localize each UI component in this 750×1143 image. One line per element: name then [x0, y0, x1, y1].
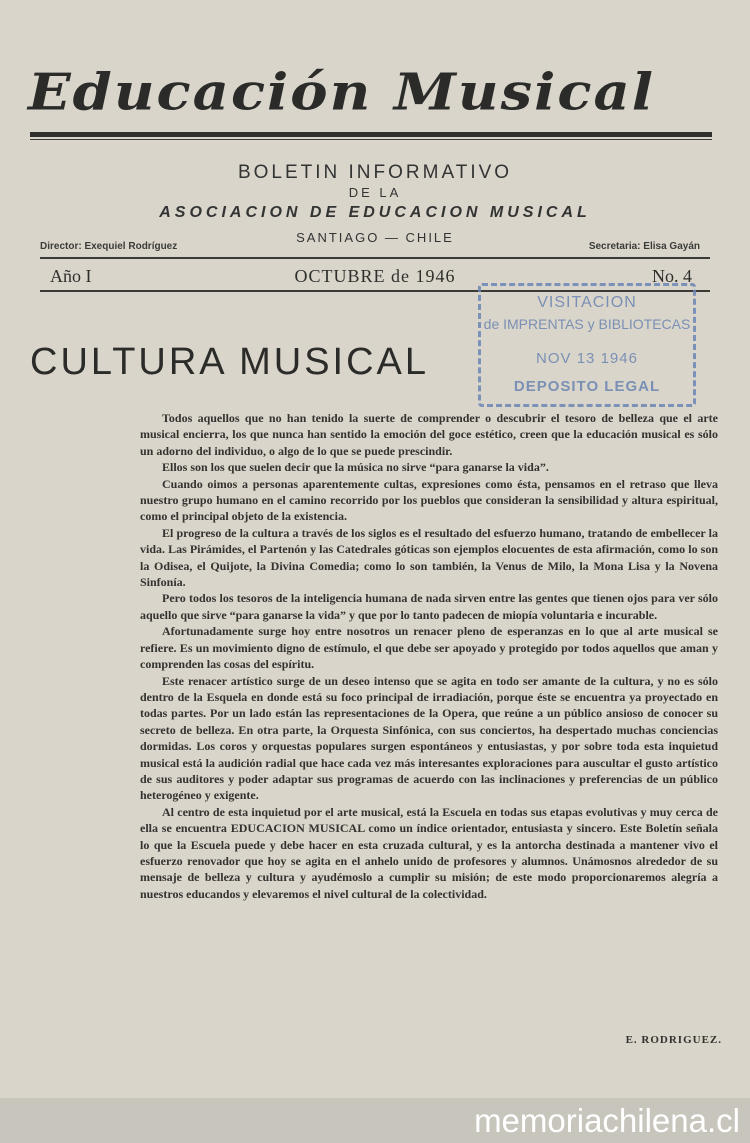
header-line-3: ASOCIACION DE EDUCACION MUSICAL [159, 204, 591, 221]
masthead-title: Educación Musical [28, 62, 656, 123]
issue-year: Año I [50, 266, 92, 286]
director-credit: Director: Exequiel Rodríguez [40, 241, 178, 252]
header-line-4: SANTIAGO — CHILE [296, 230, 454, 245]
issue-date: OCTUBRE de 1946 [294, 266, 456, 286]
divider-top [40, 257, 710, 259]
article-paragraph: Este renacer artístico surge de un deseo intenso que se agita en todo ser amante de la cultura, y no es sólo dentro de la Esquela en donde está su foco principal de irradiación, porque éste se encuentra ya proyectado en todas partes. Por un lado están las representaciones de la Opera, que reúne a un público ansioso de conocer su secreto de belleza. En otra parte, la Orquesta Sinfónica, con sus conciertos, ha despertado muchas conciencias dormidas. Los coros y orquestas populares surgen espontáneos y entusiastas, y por sobre toda esta inquietud musical está la audición radial que hace cada vez más interesantes exploraciones para auscultar el gusto artístico de sus auditores y poder adaptar sus programas de acuerdo con las inclinaciones y preferencias de un público heterogéneo y exigente. [140, 673, 718, 803]
article-signature: E. RODRIGUEZ. [625, 1034, 722, 1046]
library-stamp [478, 283, 696, 407]
article-paragraph: Ellos son los que suelen decir que la música no sirve “para ganarse la vida”. [162, 460, 549, 475]
masthead-rule-thin [30, 139, 712, 140]
header-line-2: DE LA [348, 185, 402, 200]
article-paragraph: Pero todos los tesoros de la inteligencia humana de nada sirven entre las gentes que tienen ojos para ver sólo aquello que sirve “para ganarse la vida” y que por lo tanto padecen de miopía voluntaria e incurable. [140, 591, 718, 622]
stamp-date: NOV 13 1946 [536, 350, 638, 367]
site-watermark: memoriachilena.cl [474, 1102, 740, 1139]
stamp-line-1: VISITACION [537, 294, 637, 311]
article-paragraph: Todos aquellos que no han tenido la suerte de comprender o descubrir el tesoro de belleza que el arte musical encierra, los que nunca han sentido la emoción del goce estético, creen que la educación musical es sólo un adorno del individuo, o algo de lo que se puede prescindir. [140, 411, 718, 458]
article-body [140, 410, 718, 902]
article-paragraph: Al centro de esta inquietud por el arte musical, está la Escuela en todas sus etapas evolutivas y muy cerca de ella se encuentra EDUCACION MUSICAL como un índice orientador, entusiasta y sincero. Este Boletín señala lo que la Escuela puede y debe hacer en esta cruzada cultural, y es la antorcha destinada a mantener vivo el esfuerzo renovador que hoy se agita en el anhelo unido de profesores y alumnos. Unámosnos alrededor de su mensaje de belleza y cultura y ayudémoslo a cumplir su misión; de este modo proporcionaremos alegría a nuestros educandos y elevaremos el nivel cultural de la colectividad. [140, 804, 718, 901]
article-paragraph: El progreso de la cultura a través de los siglos es el resultado del esfuerzo humano, tratando de embellecer la vida. Las Pirámides, el Partenón y las Catedrales góticas son ejemplos elocuentes de esta afirmación, como lo son la Odisea, el Quijote, la Divina Comedia; como lo son también, la Venus de Milo, la Mona Lisa y la Novena Sinfonía. [140, 525, 718, 590]
header-line-1: BOLETIN INFORMATIVO [237, 162, 513, 183]
secretaria-credit: Secretaria: Elisa Gayán [588, 241, 700, 252]
article-paragraph: Cuando oimos a personas aparentemente cultas, expresiones como ésta, pensamos en el retraso que lleva nuestro grupo humano en el camino recorrido por los pueblos que consideran la sensibilidad y altura espiritual, como el principal objeto de la existencia. [140, 476, 718, 524]
issue-number: No. 4 [652, 266, 692, 286]
stamp-line-2: de IMPRENTAS y BIBLIOTECAS [483, 316, 691, 332]
masthead-rule [30, 132, 712, 137]
article-headline: CULTURA MUSICAL [30, 341, 430, 383]
stamp-line-3: DEPOSITO LEGAL [513, 378, 661, 395]
article-paragraph: Afortunadamente surge hoy entre nosotros un renacer pleno de esperanzas en lo que al arte musical se refiere. Es un movimiento digno de estímulo, el que debe ser apoyado y protegido por todos aquellos que aman y comprenden las cosas del espíritu. [140, 624, 718, 672]
